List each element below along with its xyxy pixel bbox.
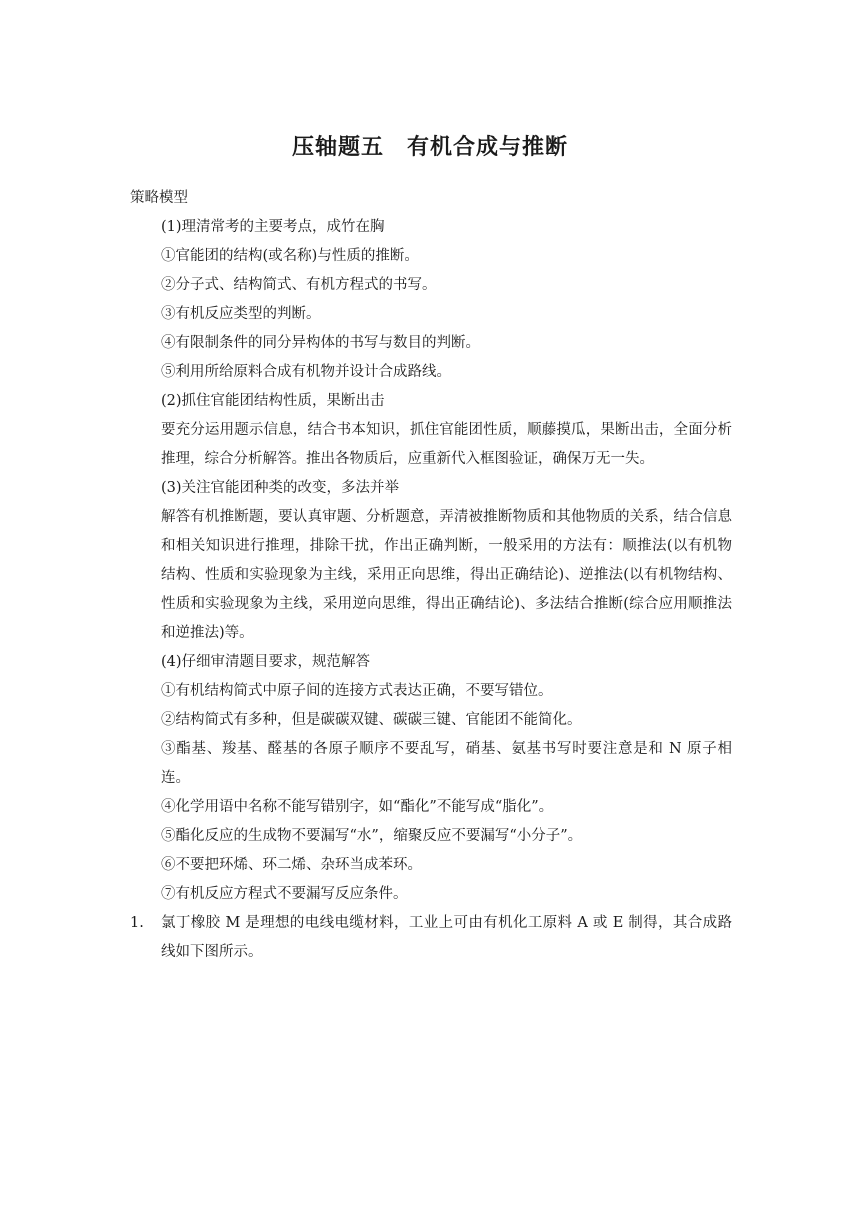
- text-line: ⑤利用所给原料合成有机物并设计合成路线。: [161, 364, 451, 380]
- question-item: [130, 909, 732, 967]
- paragraph: 要充分运用题示信息，结合书本知识，抓住官能团性质，顺藤摸瓜，果断出击，全面分析推理，综合分析解答。推出各物质后，应重新代入框图验证，确保万无一失。: [161, 422, 732, 467]
- section-label: 策略模型: [130, 190, 188, 206]
- paragraph: ③酯基、羧基、醛基的各原子顺序不要乱写，硝基、氨基书写时要注意是和 N 原子相连。: [161, 741, 732, 786]
- question-number: 1.: [130, 915, 144, 931]
- text-line: ①官能团的结构(或名称)与性质的推断。: [161, 248, 419, 264]
- text-line: ⑦有机反应方程式不要漏写反应条件。: [161, 886, 408, 902]
- text-line: ③有机反应类型的判断。: [161, 306, 321, 322]
- text-line: ④有限制条件的同分异构体的书写与数目的判断。: [161, 335, 480, 351]
- document-body: [130, 184, 732, 967]
- text-line: ④化学用语中名称不能写错别字，如“酯化”不能写成“脂化”。: [161, 799, 554, 815]
- text-line: (1)理清常考的主要考点，成竹在胸: [161, 219, 385, 235]
- page-title: 压轴题五 有机合成与推断: [291, 135, 568, 160]
- text-line: ⑥不要把环烯、环二烯、杂环当成苯环。: [161, 857, 422, 873]
- text-line: ①有机结构简式中原子间的连接方式表达正确，不要写错位。: [161, 683, 553, 699]
- text-line: ②分子式、结构简式、有机方程式的书写。: [161, 277, 437, 293]
- text-line: ⑤酯化反应的生成物不要漏写“水”，缩聚反应不要漏写“小分子”。: [161, 828, 583, 844]
- subheading: (3)关注官能团种类的改变，多法并举: [161, 480, 400, 496]
- text-line: ②结构简式有多种，但是碳碳双键、碳碳三键、官能团不能简化。: [161, 712, 582, 728]
- paragraph: 解答有机推断题，要认真审题、分析题意，弄清被推断物质和其他物质的关系，结合信息和相关知识进行推理，排除干扰，作出正确判断，一般采用的方法有：顺推法(以有机物结构、性质和实验现象为主线，采用正向思维，得出正确结论)、逆推法(以有机物结构、性质和实验现象为主线，采用逆向思维，得出正确结论)、多法结合推断(综合应用顺推法和逆推法)等。: [161, 509, 732, 641]
- question-text: 氯丁橡胶 M 是理想的电线电缆材料，工业上可由有机化工原料 A 或 E 制得，其合成路线如下图所示。: [161, 915, 732, 960]
- subheading: (4)仔细审清题目要求，规范解答: [161, 654, 371, 670]
- subheading: (2)抓住官能团结构性质，果断出击: [161, 393, 385, 409]
